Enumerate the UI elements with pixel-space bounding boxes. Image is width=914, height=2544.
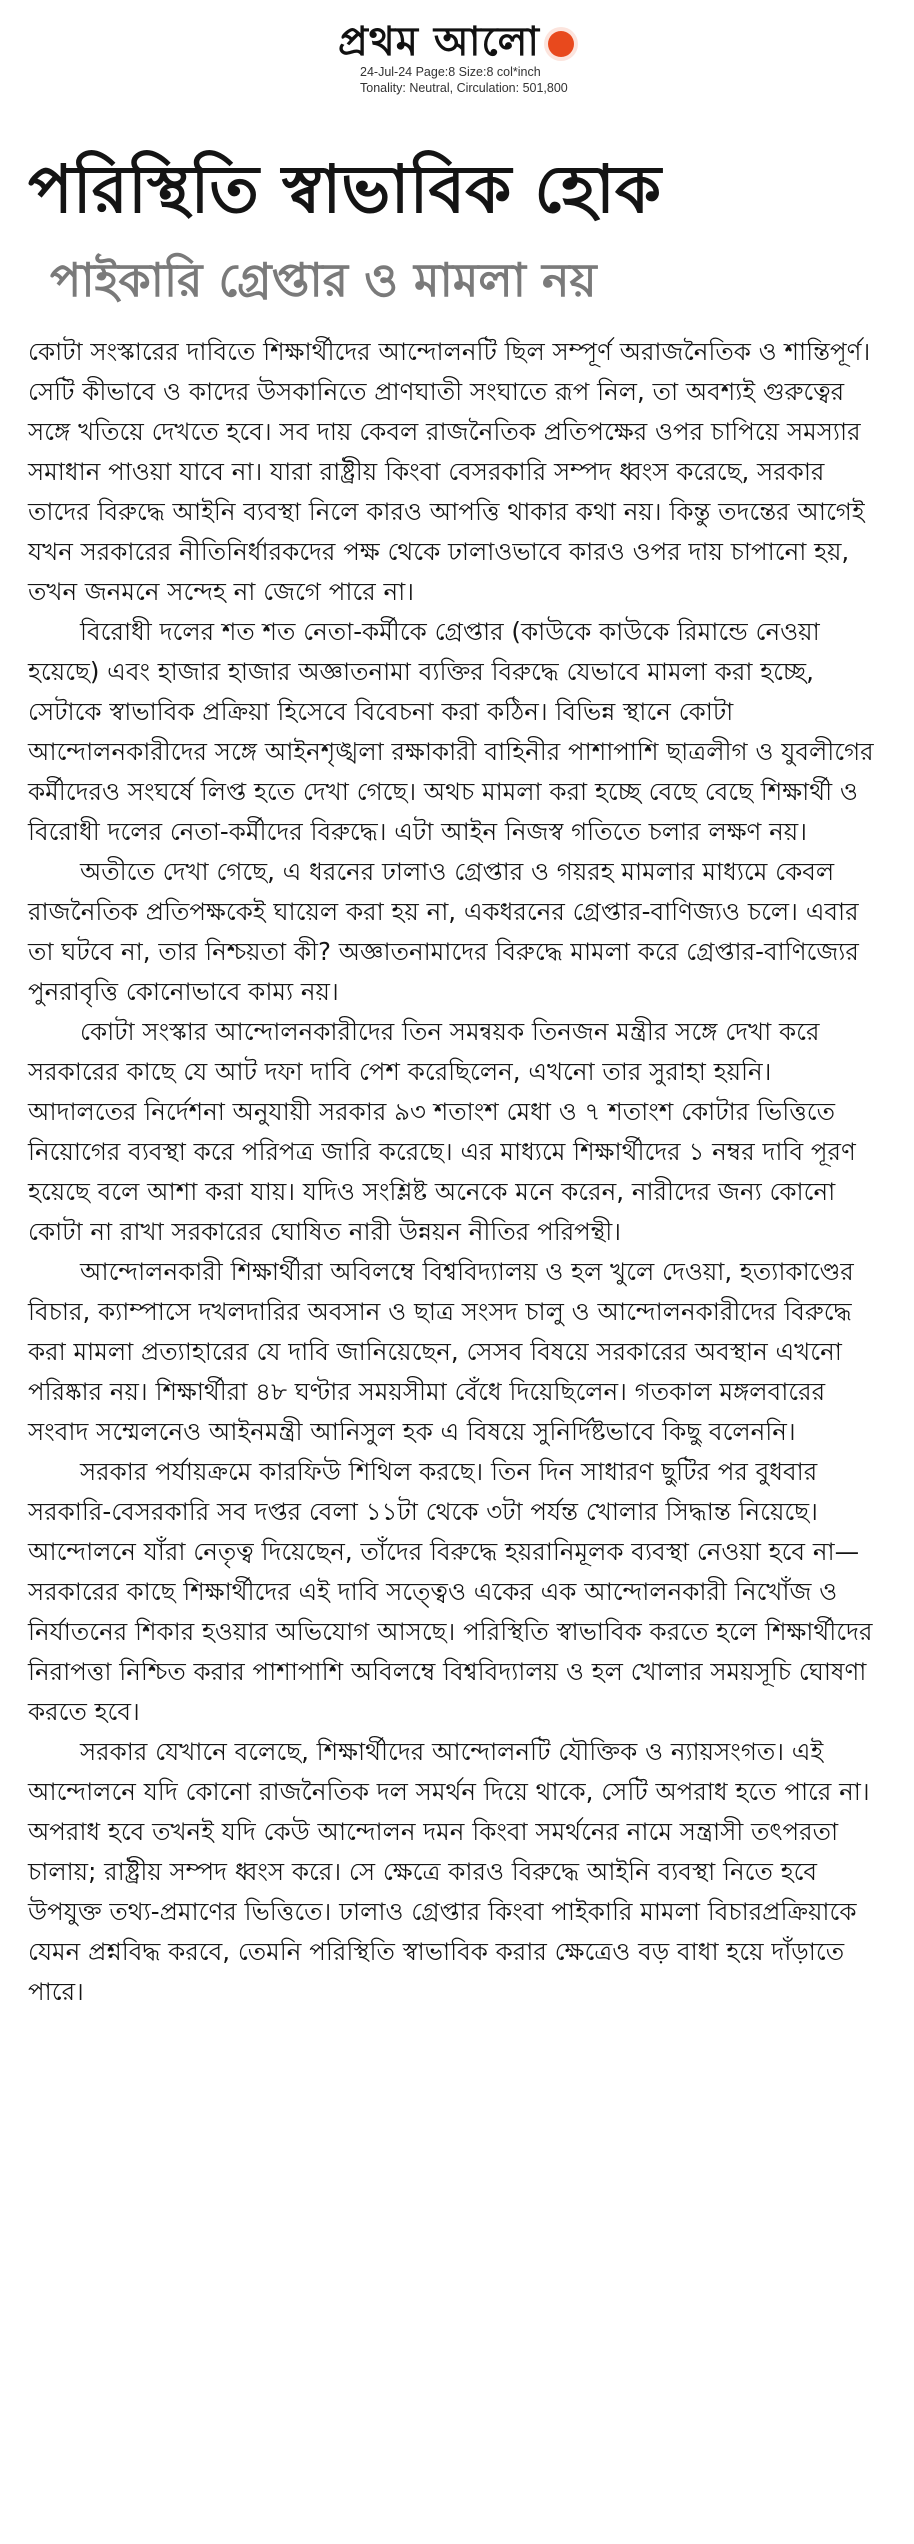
date-page-size: 24-Jul-24 Page:8 Size:8 col*inch <box>360 65 541 79</box>
paragraph: সরকার পর্যায়ক্রমে কারফিউ শিথিল করছে। তিন দিন সাধারণ ছুটির পর বুধবার সরকারি-বেসরকারি সব দপ্তর বেলা ১১টা থেকে ৩টা পর্যন্ত খোলার সিদ্ধান্ত নিয়েছে। আন্দোলনে যাঁরা নেতৃত্ব দিয়েছেন, তাঁদের বিরুদ্ধে হয়রানিমূলক ব্যবস্থা নেওয়া হবে না—সরকারের কাছে শিক্ষার্থীদের এই দাবি সত্ত্বেও একের এক আন্দোলনকারী নিখোঁজ ও নির্যাতনের শিকার হওয়ার অভিযোগ আসছে। পরিস্থিতি স্বাভাবিক করতে হলে শিক্ষার্থীদের নিরাপত্তা নিশ্চিত করার পাশাপাশি অবিলম্বে বিশ্ববিদ্যালয় ও হল খোলার সময়সূচি ঘোষণা করতে হবে। <box>28 1457 873 1726</box>
paragraph: অতীতে দেখা গেছে, এ ধরনের ঢালাও গ্রেপ্তার ও গয়রহ মামলার মাধ্যমে কেবল রাজনৈতিক প্রতিপক্ষকেই ঘায়েল করা হয় না, একধরনের গ্রেপ্তার-বাণিজ্যও চলে। এবার তা ঘটবে না, তার নিশ্চয়তা কী? অজ্ঞাতনামাদের বিরুদ্ধে মামলা করে গ্রেপ্তার-বাণিজ্যের পুনরাবৃত্তি কোনোভাবে কাম্য নয়। <box>28 857 859 1006</box>
clipping-meta <box>360 64 568 96</box>
headline: পরিস্থিতি স্বাভাবিক হোক <box>28 151 662 228</box>
paragraph: সরকার যেখানে বলেছে, শিক্ষার্থীদের আন্দোলনটি যৌক্তিক ও ন্যায়সংগত। এই আন্দোলনে যদি কোনো রাজনৈতিক দল সমর্থন দিয়ে থাকে, সেটি অপরাধ হতে পারে না। অপরাধ হবে তখনই যদি কেউ আন্দোলন দমন কিংবা সমর্থনের নামে সন্ত্রাসী তৎপরতা চালায়; রাষ্ট্রীয় সম্পদ ধ্বংস করে। সে ক্ষেত্রে কারও বিরুদ্ধে আইনি ব্যবস্থা নিতে হবে উপযুক্ত তথ্য-প্রমাণের ভিত্তিতে। ঢালাও গ্রেপ্তার কিংবা পাইকারি মামলা বিচারপ্রক্রিয়াকে যেমন প্রশ্নবিদ্ধ করবে, তেমনি পরিস্থিতি স্বাভাবিক করার ক্ষেত্রেও বড় বাধা হয়ে দাঁড়াতে পারে। <box>28 1737 870 2006</box>
subheadline: পাইকারি গ্রেপ্তার ও মামলা নয় <box>50 253 597 307</box>
paragraph: আন্দোলনকারী শিক্ষার্থীরা অবিলম্বে বিশ্ববিদ্যালয় ও হল খুলে দেওয়া, হত্যাকাণ্ডের বিচার, ক্যাম্পাসে দখলদারির অবসান ও ছাত্র সংসদ চালু ও আন্দোলনকারীদের বিরুদ্ধে করা মামলা প্রত্যাহারের যে দাবি জানিয়েছেন, সেসব বিষয়ে সরকারের অবস্থান এখনো পরিষ্কার নয়। শিক্ষার্থীরা ৪৮ ঘণ্টার সময়সীমা বেঁধে দিয়েছিলেন। গতকাল মঙ্গলবারের সংবাদ সম্মেলনেও আইনমন্ত্রী আনিসুল হক এ বিষয়ে সুনির্দিষ্টভাবে কিছু বলেননি। <box>28 1257 854 1446</box>
article-body <box>28 332 886 2012</box>
paragraph: কোটা সংস্কারের দাবিতে শিক্ষার্থীদের আন্দোলনটি ছিল সম্পূর্ণ অরাজনৈতিক ও শান্তিপূর্ণ। সেটি কীভাবে ও কাদের উসকানিতে প্রাণঘাতী সংঘাতে রূপ নিল, তা অবশ্যই গুরুত্বের সঙ্গে খতিয়ে দেখতে হবে। সব দায় কেবল রাজনৈতিক প্রতিপক্ষের ওপর চাপিয়ে সমস্যার সমাধান পাওয়া যাবে না। যারা রাষ্ট্রীয় কিংবা বেসরকারি সম্পদ ধ্বংস করেছে, সরকার তাদের বিরুদ্ধে আইনি ব্যবস্থা নিলে কারও আপত্তি থাকার কথা নয়। কিন্তু তদন্তের আগেই যখন সরকারের নীতিনির্ধারকদের পক্ষ থেকে ঢালাওভাবে কারও ওপর দায় চাপানো হয়, তখন জনমনে সন্দেহ না জেগে পারে না। <box>28 337 871 606</box>
sun-icon <box>548 31 574 57</box>
tonality-circulation: Tonality: Neutral, Circulation: 501,800 <box>360 81 568 95</box>
paragraph: বিরোধী দলের শত শত নেতা-কর্মীকে গ্রেপ্তার (কাউকে কাউকে রিমান্ডে নেওয়া হয়েছে) এবং হাজার হাজার অজ্ঞাতনামা ব্যক্তির বিরুদ্ধে যেভাবে মামলা করা হচ্ছে, সেটাকে স্বাভাবিক প্রক্রিয়া হিসেবে বিবেচনা করা কঠিন। বিভিন্ন স্থানে কোটা আন্দোলনকারীদের সঙ্গে আইনশৃঙ্খলা রক্ষাকারী বাহিনীর পাশাপাশি ছাত্রলীগ ও যুবলীগের কর্মীদেরও সংঘর্ষে লিপ্ত হতে দেখা গেছে। অথচ মামলা করা হচ্ছে বেছে বেছে শিক্ষার্থী ও বিরোধী দলের নেতা-কর্মীদের বিরুদ্ধে। এটা আইন নিজস্ব গতিতে চলার লক্ষণ নয়। <box>28 617 874 846</box>
logo-text: প্রথম আলো <box>337 18 541 65</box>
paragraph: কোটা সংস্কার আন্দোলনকারীদের তিন সমন্বয়ক তিনজন মন্ত্রীর সঙ্গে দেখা করে সরকারের কাছে যে আট দফা দাবি পেশ করেছিলেন, এখনো তার সুরাহা হয়নি। আদালতের নির্দেশনা অনুযায়ী সরকার ৯৩ শতাংশ মেধা ও ৭ শতাংশ কোটার ভিত্তিতে নিয়োগের ব্যবস্থা করে পরিপত্র জারি করেছে। এর মাধ্যমে শিক্ষার্থীদের ১ নম্বর দাবি পূরণ হয়েছে বলে আশা করা যায়। যদিও সংশ্লিষ্ট অনেকে মনে করেন, নারীদের জন্য কোনো কোটা না রাখা সরকারের ঘোষিত নারী উন্নয়ন নীতির পরিপন্থী। <box>28 1017 856 1246</box>
